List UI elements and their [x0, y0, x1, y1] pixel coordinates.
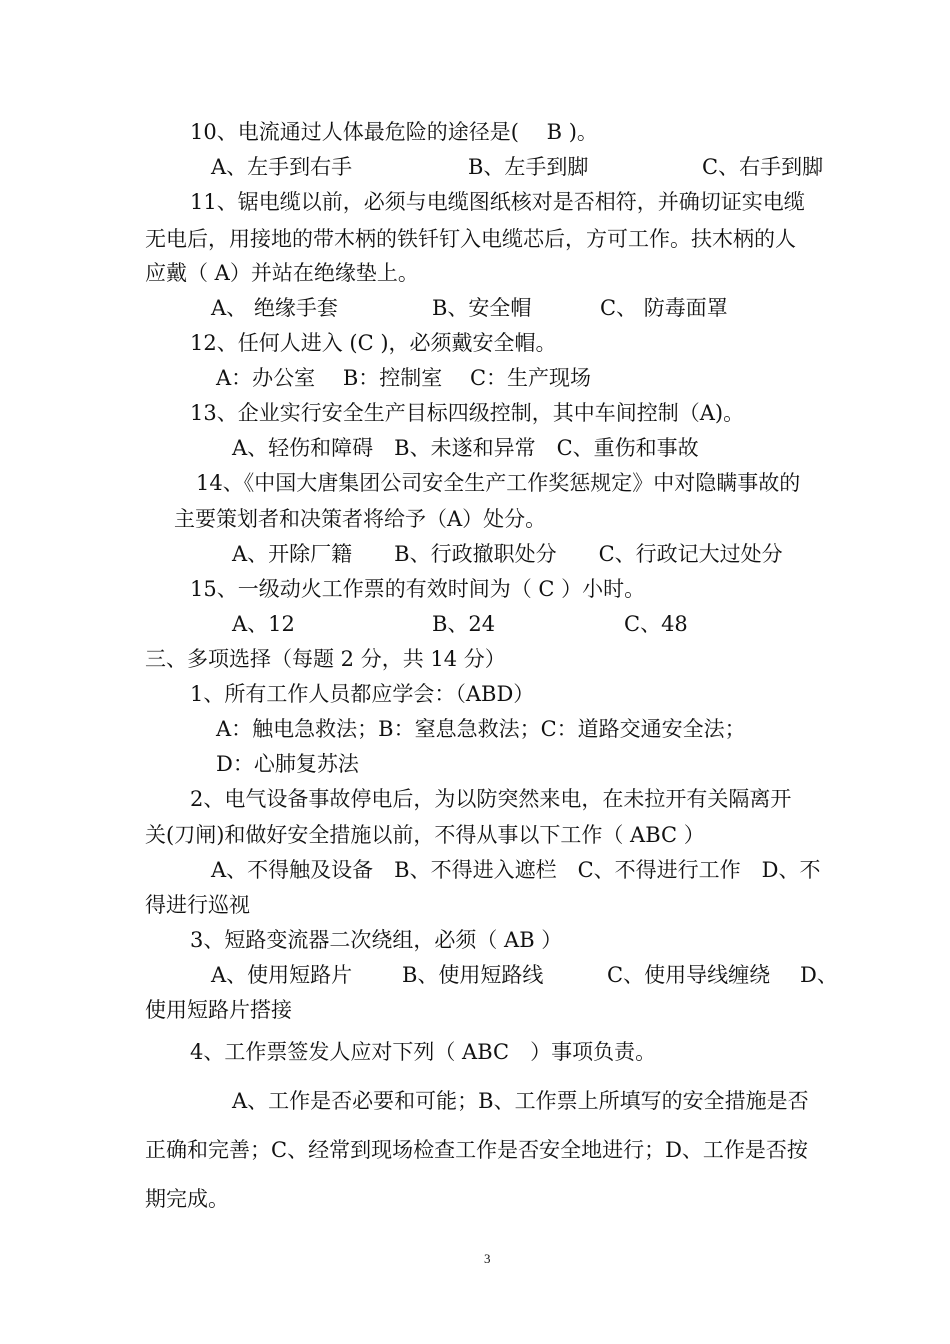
m3-option-c: C、使用导线缠绕 — [607, 963, 771, 987]
q15-option-a: A、12 — [232, 612, 295, 636]
q13-text: 13、企业实行安全生产目标四级控制，其中车间控制（A)。 — [190, 401, 745, 425]
q15-option-b: B、24 — [432, 612, 496, 636]
m2-text-line-2: 关(刀闸)和做好安全措施以前，不得从事以下工作（ ABC ） — [145, 823, 705, 847]
q11-option-b: B、安全帽 — [432, 296, 532, 320]
q13-options: A、轻伤和障碍 B、未遂和异常 C、重伤和事故 — [232, 436, 699, 460]
q12-options: A：办公室 B：控制室 C：生产现场 — [216, 366, 592, 390]
q12-text: 12、任何人进入 (C )，必须戴安全帽。 — [190, 331, 557, 355]
m4-text: 4、工作票签发人应对下列（ ABC ）事项负责。 — [190, 1040, 657, 1064]
m2-options-line-1: A、不得触及设备 B、不得进入遮栏 C、不得进行工作 D、不 — [211, 858, 821, 882]
m3-option-b: B、使用短路线 — [402, 963, 544, 987]
m2-options-line-2: 得进行巡视 — [145, 893, 250, 917]
q10-text: 10、电流通过人体最危险的途径是( B )。 — [190, 120, 598, 144]
m2-text-line-1: 2、电气设备事故停电后，为以防突然来电，在未拉开有关隔离开 — [190, 787, 792, 811]
m3-option-d-text: 使用短路片搭接 — [145, 998, 292, 1022]
section-heading-multiple-choice: 三、多项选择（每题 2 分，共 14 分） — [145, 647, 506, 671]
m1-options-line-2: D：心肺复苏法 — [216, 752, 359, 776]
q10-option-b: B、左手到脚 — [468, 155, 589, 179]
q14-text-line-1: 14、《中国大唐集团公司安全生产工作奖惩规定》中对隐瞒事故的 — [196, 471, 801, 495]
m4-options-line-3: 期完成。 — [145, 1187, 229, 1211]
page-number: 3 — [484, 1251, 491, 1266]
m4-options-line-1: A、工作是否必要和可能；B、工作票上所填写的安全措施是否 — [232, 1089, 809, 1113]
q15-text: 15、一级动火工作票的有效时间为（ C ）小时。 — [190, 577, 646, 601]
q11-text-line-3: 应戴（ A）并站在绝缘垫上。 — [145, 261, 419, 285]
m3-text: 3、短路变流器二次绕组，必须（ AB ） — [190, 928, 563, 952]
m3-option-d-label: D、 — [800, 963, 838, 987]
q11-text-line-1: 11、锯电缆以前，必须与电缆图纸核对是否相符，并确切证实电缆 — [190, 190, 805, 214]
q11-text-line-2: 无电后，用接地的带木柄的铁钎钉入电缆芯后，方可工作。扶木柄的人 — [145, 227, 796, 251]
q15-option-c: C、48 — [624, 612, 688, 636]
m3-option-a: A、使用短路片 — [211, 963, 353, 987]
q10-option-a: A、左手到右手 — [211, 155, 353, 179]
m4-options-line-2: 正确和完善；C、经常到现场检查工作是否安全地进行；D、工作是否按 — [145, 1138, 808, 1162]
m1-options-line-1: A：触电急救法；B：窒息急救法；C：道路交通安全法； — [216, 717, 746, 741]
q11-option-c: C、 防毒面罩 — [600, 296, 728, 320]
q14-options: A、开除厂籍 B、行政撤职处分 C、行政记大过处分 — [232, 542, 783, 566]
q10-option-c: C、右手到脚 — [702, 155, 824, 179]
m1-text: 1、所有工作人员都应学会：（ABD） — [190, 682, 535, 706]
q14-text-line-2: 主要策划者和决策者将给予（A）处分。 — [174, 507, 547, 531]
q11-option-a: A、 绝缘手套 — [211, 296, 338, 320]
